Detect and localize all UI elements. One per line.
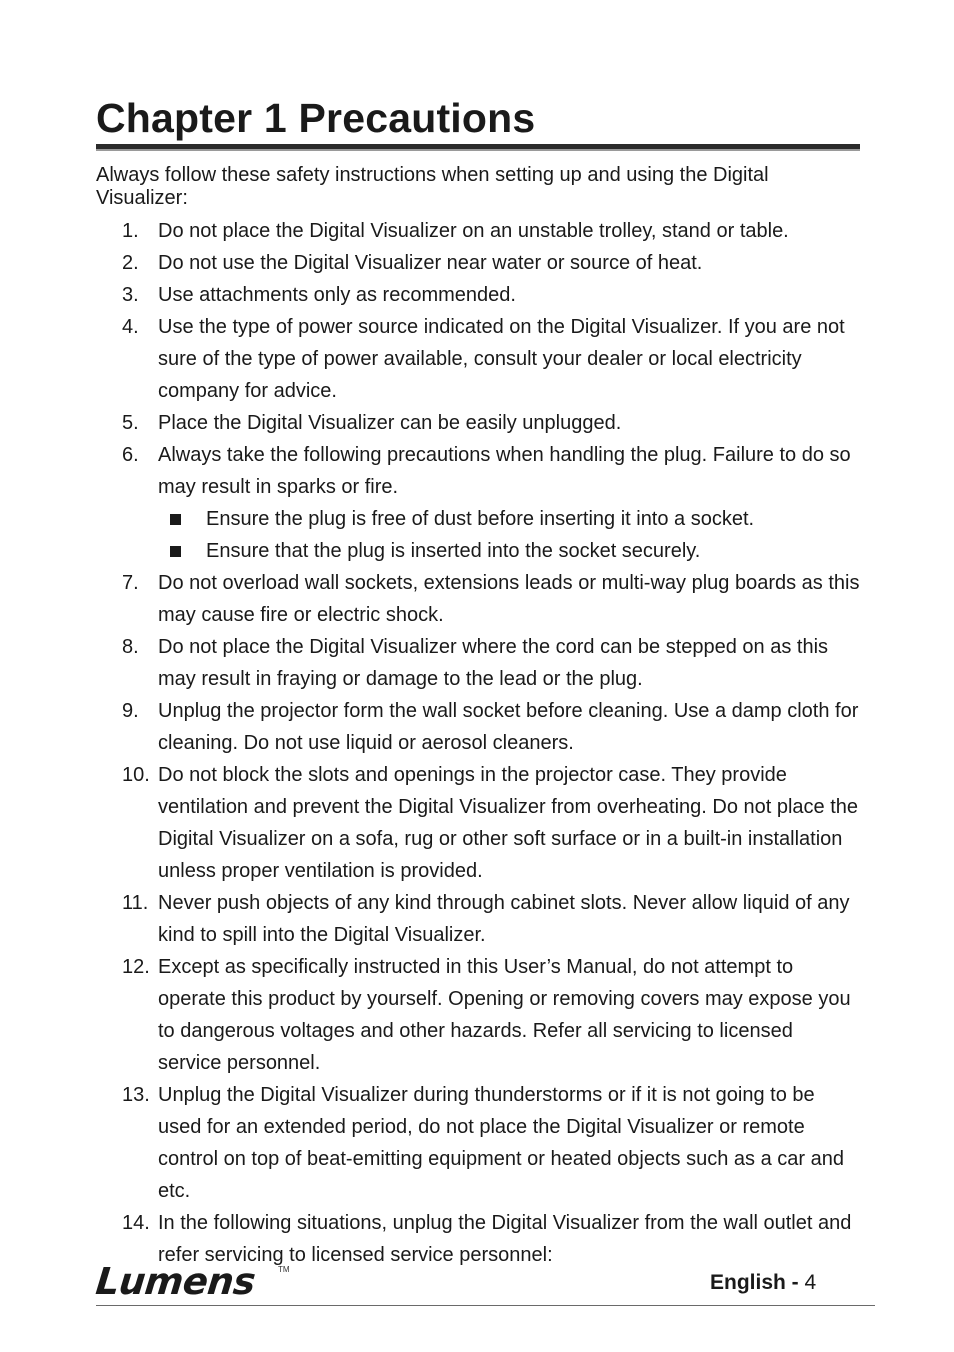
square-bullet-icon	[170, 546, 181, 557]
list-item	[96, 439, 860, 567]
list-item-number: 11.	[122, 892, 149, 914]
sub-bullet-text: Ensure the plug is free of dust before inserting it into a socket.	[206, 508, 755, 530]
lumens-logo: Lumens	[93, 1260, 258, 1303]
intro-paragraph: Always follow these safety instructions when setting up and using the Digital Visualizer:	[96, 164, 769, 209]
list-item-number: 12.	[122, 956, 150, 978]
list-item-number: 14.	[122, 1212, 150, 1234]
list-item-number: 10.	[122, 764, 150, 786]
list-item-number: 7.	[122, 572, 139, 594]
list-item-text: Do not place the Digital Visualizer where the cord can be stepped on as this may result in fraying or damage to the lead or the plug.	[158, 636, 829, 690]
list-item-number: 2.	[122, 252, 139, 274]
list-item	[96, 759, 860, 887]
sub-bullet-item	[158, 503, 860, 535]
list-item-number: 6.	[122, 444, 139, 466]
trademark-mark: TM	[278, 1265, 290, 1274]
list-item-text: Do not place the Digital Visualizer on an unstable trolley, stand or table.	[158, 220, 789, 242]
sub-bullet-text: Ensure that the plug is inserted into the socket securely.	[206, 540, 701, 562]
footer-language: English -	[710, 1271, 799, 1294]
list-item	[96, 247, 860, 279]
plug-precautions-sublist	[158, 503, 860, 567]
list-item	[96, 215, 860, 247]
list-item	[96, 567, 860, 631]
list-item	[96, 951, 860, 1079]
page-title: Chapter 1 Precautions	[96, 95, 536, 141]
list-item-text: Use the type of power source indicated on the Digital Visualizer. If you are not sure of the type of power available, consult your dealer or local electricity company for advice.	[158, 316, 845, 402]
footer-divider	[96, 1305, 875, 1306]
list-item-text: Except as specifically instructed in this User’s Manual, do not attempt to operate this product by yourself. Opening or removing covers may expose you to dangerous voltages and other hazards. Refer all servicing to licensed service personnel.	[158, 956, 851, 1074]
list-item-text: Never push objects of any kind through cabinet slots. Never allow liquid of any kind to spill into the Digital Visualizer.	[158, 892, 850, 946]
list-item-number: 4.	[122, 316, 139, 338]
list-item-number: 3.	[122, 284, 139, 306]
list-item	[96, 695, 860, 759]
list-item-number: 8.	[122, 636, 139, 658]
list-item-text: Place the Digital Visualizer can be easily unplugged.	[158, 412, 622, 434]
square-bullet-icon	[170, 514, 181, 525]
list-item-text: In the following situations, unplug the Digital Visualizer from the wall outlet and refer servicing to licensed service personnel:	[158, 1212, 852, 1266]
list-item-number: 9.	[122, 700, 139, 722]
list-item	[96, 279, 860, 311]
list-item-number: 5.	[122, 412, 139, 434]
list-item	[96, 311, 860, 407]
precautions-list	[96, 215, 860, 1271]
page-number: 4	[804, 1271, 817, 1294]
list-item	[96, 631, 860, 695]
list-item-text: Do not overload wall sockets, extensions leads or multi-way plug boards as this may cause fire or electric shock.	[158, 572, 860, 626]
sub-bullet-item	[158, 535, 860, 567]
list-item-text: Use attachments only as recommended.	[158, 284, 516, 306]
list-item-number: 1.	[122, 220, 139, 242]
list-item	[96, 1079, 860, 1207]
list-item	[96, 887, 860, 951]
list-item-text: Do not block the slots and openings in the projector case. They provide ventilation and prevent the Digital Visualizer from overheating. Do not place the Digital Visualizer on a sofa, rug or other soft surface or in a built-in installation unless proper ventilation is provided.	[158, 764, 859, 882]
list-item-text: Unplug the Digital Visualizer during thunderstorms or if it is not going to be used for an extended period, do not place the Digital Visualizer or remote control on top of beat-emitting equipment or heated objects such as a car and etc.	[158, 1084, 844, 1202]
list-item	[96, 407, 860, 439]
list-item-text: Do not use the Digital Visualizer near water or source of heat.	[158, 252, 703, 274]
list-item-text: Unplug the projector form the wall socket before cleaning. Use a damp cloth for cleaning. Do not use liquid or aerosol cleaners.	[158, 700, 859, 754]
title-underline-shadow	[96, 149, 860, 151]
list-item-text: Always take the following precautions when handling the plug. Failure to do so may result in sparks or fire.	[158, 444, 851, 498]
page-footer-label	[710, 1270, 816, 1296]
list-item-number: 13.	[122, 1084, 150, 1106]
